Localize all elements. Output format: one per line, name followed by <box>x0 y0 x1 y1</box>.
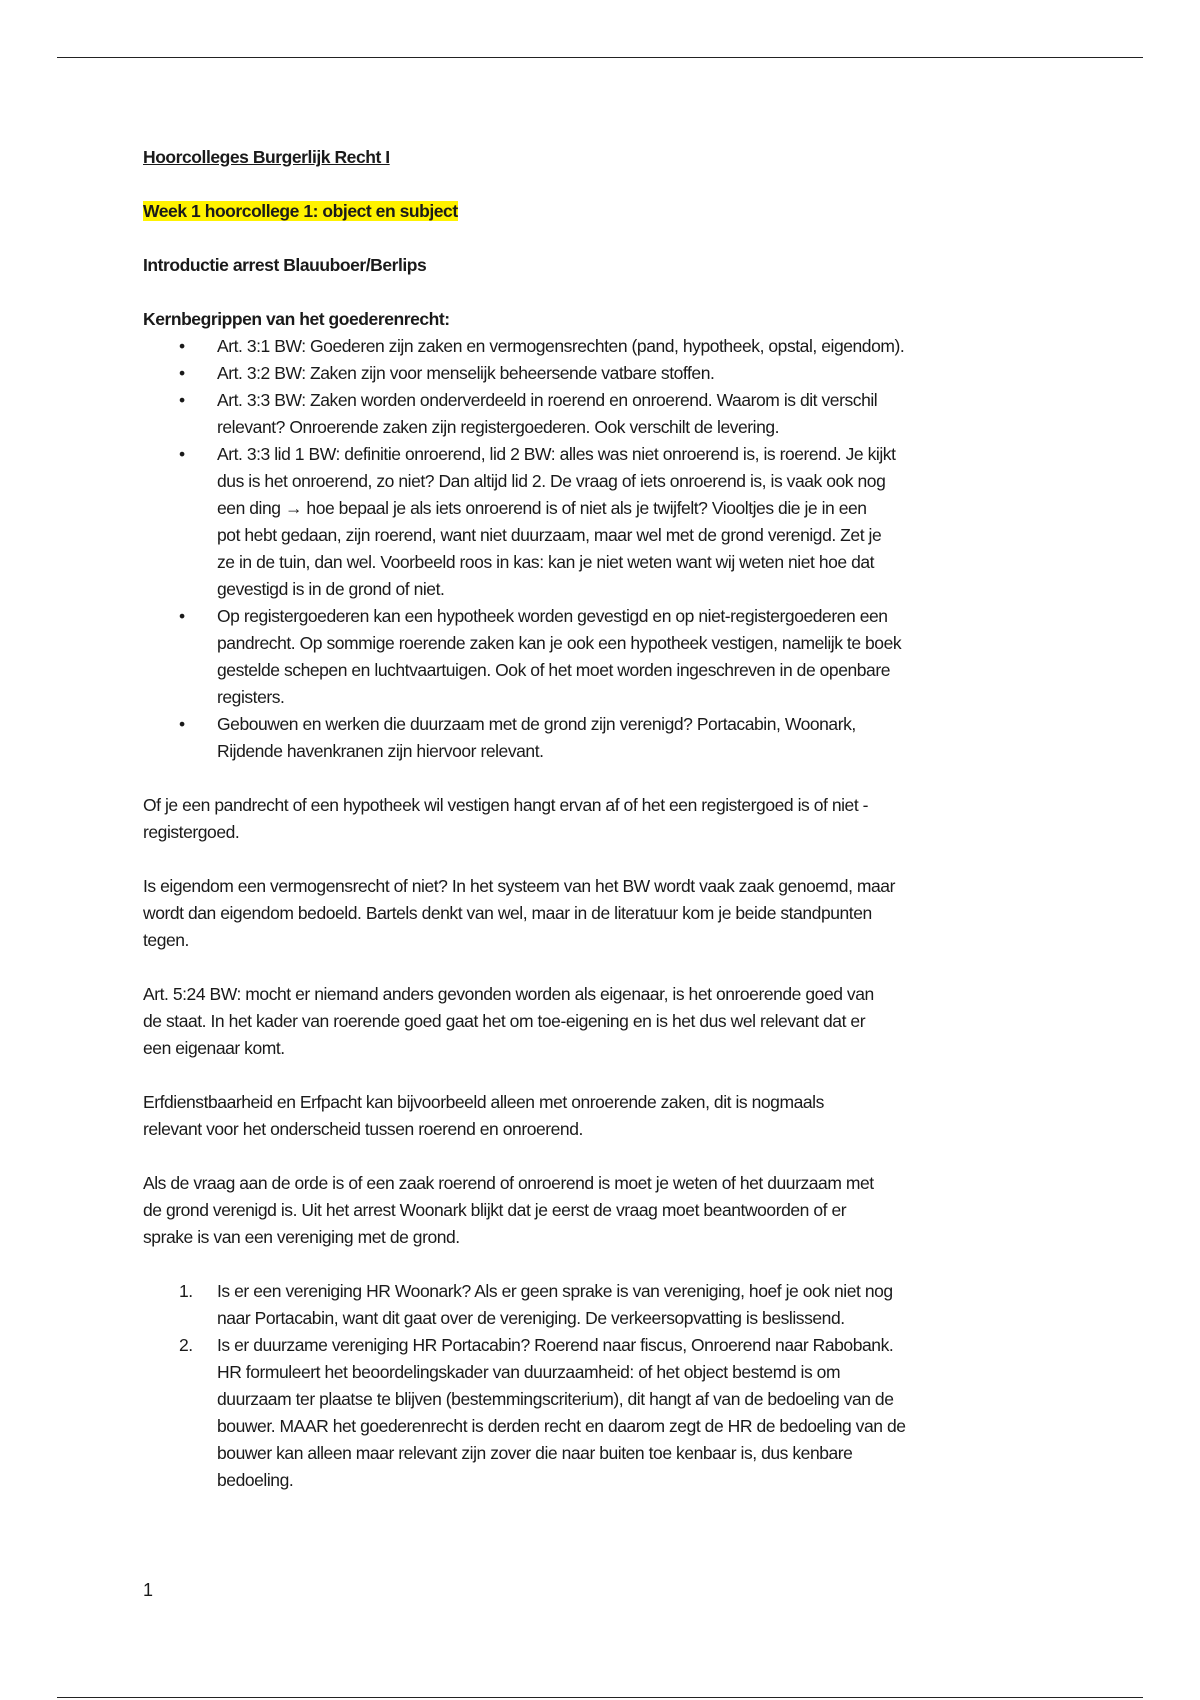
text-line: Art. 5:24 BW: mocht er niemand anders gevonden worden als eigenaar, is het onroerende goed van <box>143 984 874 1004</box>
numbered-list <box>143 1278 1103 1494</box>
text-line: sprake is van een vereniging met de grond. <box>143 1227 460 1247</box>
paragraph <box>143 981 1103 1062</box>
text-line: Rijdende havenkranen zijn hiervoor relevant. <box>217 741 544 761</box>
footer-rule <box>57 1697 1143 1698</box>
text-line: tegen. <box>143 930 189 950</box>
bullet-item-marker: • <box>179 363 185 383</box>
text-line: een eigenaar komt. <box>143 1038 285 1058</box>
bullet-item <box>143 360 1103 387</box>
text-line: dus is het onroerend, zo niet? Dan altijd lid 2. De vraag of iets onroerend is, is vaak ook nog <box>217 471 886 491</box>
text-line: naar Portacabin, want dit gaat over de vereniging. De verkeersopvatting is beslissend. <box>217 1308 845 1328</box>
numbered-item <box>143 1332 1103 1494</box>
paragraph <box>143 1170 1103 1251</box>
week-heading: Week 1 hoorcollege 1: object en subject <box>143 201 458 221</box>
text-line: Art. 3:1 BW: Goederen zijn zaken en vermogensrechten (pand, hypotheek, opstal, eigendom). <box>217 336 905 356</box>
text-line: duurzaam ter plaatse te blijven (bestemmingscriterium), dit hangt af van de bedoeling van de <box>217 1389 894 1409</box>
bullet-item-marker: • <box>179 444 185 464</box>
document-title: Hoorcolleges Burgerlijk Recht I <box>143 147 390 167</box>
text-line: ze in de tuin, dan wel. Voorbeeld roos in kas: kan je niet weten want wij weten niet hoe dat <box>217 552 875 572</box>
text-line: bouwer kan alleen maar relevant zijn zover die naar buiten toe kenbaar is, dus kenbare <box>217 1443 853 1463</box>
text-line: bouwer. MAAR het goederenrecht is derden recht en daarom zegt de HR de bedoeling van de <box>217 1416 906 1436</box>
bullet-item <box>143 333 1103 360</box>
text-line: Art. 3:3 lid 1 BW: definitie onroerend, lid 2 BW: alles was niet onroerend is, is roerend. Je kijkt <box>217 444 896 464</box>
text-line: Of je een pandrecht of een hypotheek wil vestigen hangt ervan af of het een registergoed is of niet - <box>143 795 869 815</box>
kern-heading: Kernbegrippen van het goederenrecht: <box>143 309 450 329</box>
bullet-item-marker: • <box>179 606 185 626</box>
page-number: 1 <box>143 1580 154 1600</box>
text-line: Art. 3:3 BW: Zaken worden onderverdeeld in roerend en onroerend. Waarom is dit verschil <box>217 390 878 410</box>
text-line: een ding → hoe bepaal je als iets onroerend is of niet als je twijfelt? Viooltjes die je in een <box>217 498 867 518</box>
bullet-item <box>143 603 1103 711</box>
text-line: de grond verenigd is. Uit het arrest Woonark blijkt dat je eerst de vraag moet beantwoorden of er <box>143 1200 847 1220</box>
text-line: relevant voor het onderscheid tussen roerend en onroerend. <box>143 1119 583 1139</box>
paragraph <box>143 792 1103 846</box>
paragraph <box>143 1089 1103 1143</box>
text-line: registers. <box>217 687 285 707</box>
intro-heading: Introductie arrest Blauuboer/Berlips <box>143 255 427 275</box>
text-line: Erfdienstbaarheid en Erfpacht kan bijvoorbeeld alleen met onroerende zaken, dit is nogmaals <box>143 1092 824 1112</box>
bullet-item <box>143 441 1103 603</box>
text-line: de staat. In het kader van roerende goed gaat het om toe-eigening en is het dus wel relevant dat er <box>143 1011 866 1031</box>
bullet-item <box>143 387 1103 441</box>
numbered-item-marker: 2. <box>179 1335 193 1355</box>
bullet-item-marker: • <box>179 390 185 410</box>
text-line: HR formuleert het beoordelingskader van duurzaamheid: of het object bestemd is om <box>217 1362 841 1382</box>
header-rule <box>57 57 1143 58</box>
text-line: Als de vraag aan de orde is of een zaak roerend of onroerend is moet je weten of het duurzaam met <box>143 1173 874 1193</box>
numbered-item <box>143 1278 1103 1332</box>
text-line: pandrecht. Op sommige roerende zaken kan je ook een hypotheek vestigen, namelijk te boek <box>217 633 902 653</box>
text-line: Is er een vereniging HR Woonark? Als er geen sprake is van vereniging, hoef je ook niet nog <box>217 1281 893 1301</box>
bullet-item-marker: • <box>179 336 185 356</box>
text-line: Op registergoederen kan een hypotheek worden gevestigd en op niet-registergoederen een <box>217 606 888 626</box>
text-line: wordt dan eigendom bedoeld. Bartels denkt van wel, maar in de literatuur kom je beide standpunten <box>143 903 872 923</box>
text-line: Art. 3:2 BW: Zaken zijn voor menselijk beheersende vatbare stoffen. <box>217 363 715 383</box>
text-line: gevestigd is in de grond of niet. <box>217 579 445 599</box>
text-line: registergoed. <box>143 822 240 842</box>
text-line: Is er duurzame vereniging HR Portacabin? Roerend naar fiscus, Onroerend naar Rabobank. <box>217 1335 894 1355</box>
text-line: Is eigendom een vermogensrecht of niet? In het systeem van het BW wordt vaak zaak genoemd, maar <box>143 876 895 896</box>
text-line: Gebouwen en werken die duurzaam met de grond zijn verenigd? Portacabin, Woonark, <box>217 714 856 734</box>
bullet-item <box>143 711 1103 765</box>
text-line: relevant? Onroerende zaken zijn registergoederen. Ook verschilt de levering. <box>217 417 780 437</box>
numbered-item-marker: 1. <box>179 1281 193 1301</box>
paragraphs <box>143 792 1103 1278</box>
paragraph <box>143 873 1103 954</box>
document-body <box>143 144 1103 1494</box>
text-line: gestelde schepen en luchtvaartuigen. Ook of het moet worden ingeschreven in de openbare <box>217 660 890 680</box>
text-line: bedoeling. <box>217 1470 294 1490</box>
text-line: pot hebt gedaan, zijn roerend, want niet duurzaam, maar wel met de grond verenigd. Zet je <box>217 525 882 545</box>
bullet-list <box>143 333 1103 765</box>
bullet-item-marker: • <box>179 714 185 734</box>
